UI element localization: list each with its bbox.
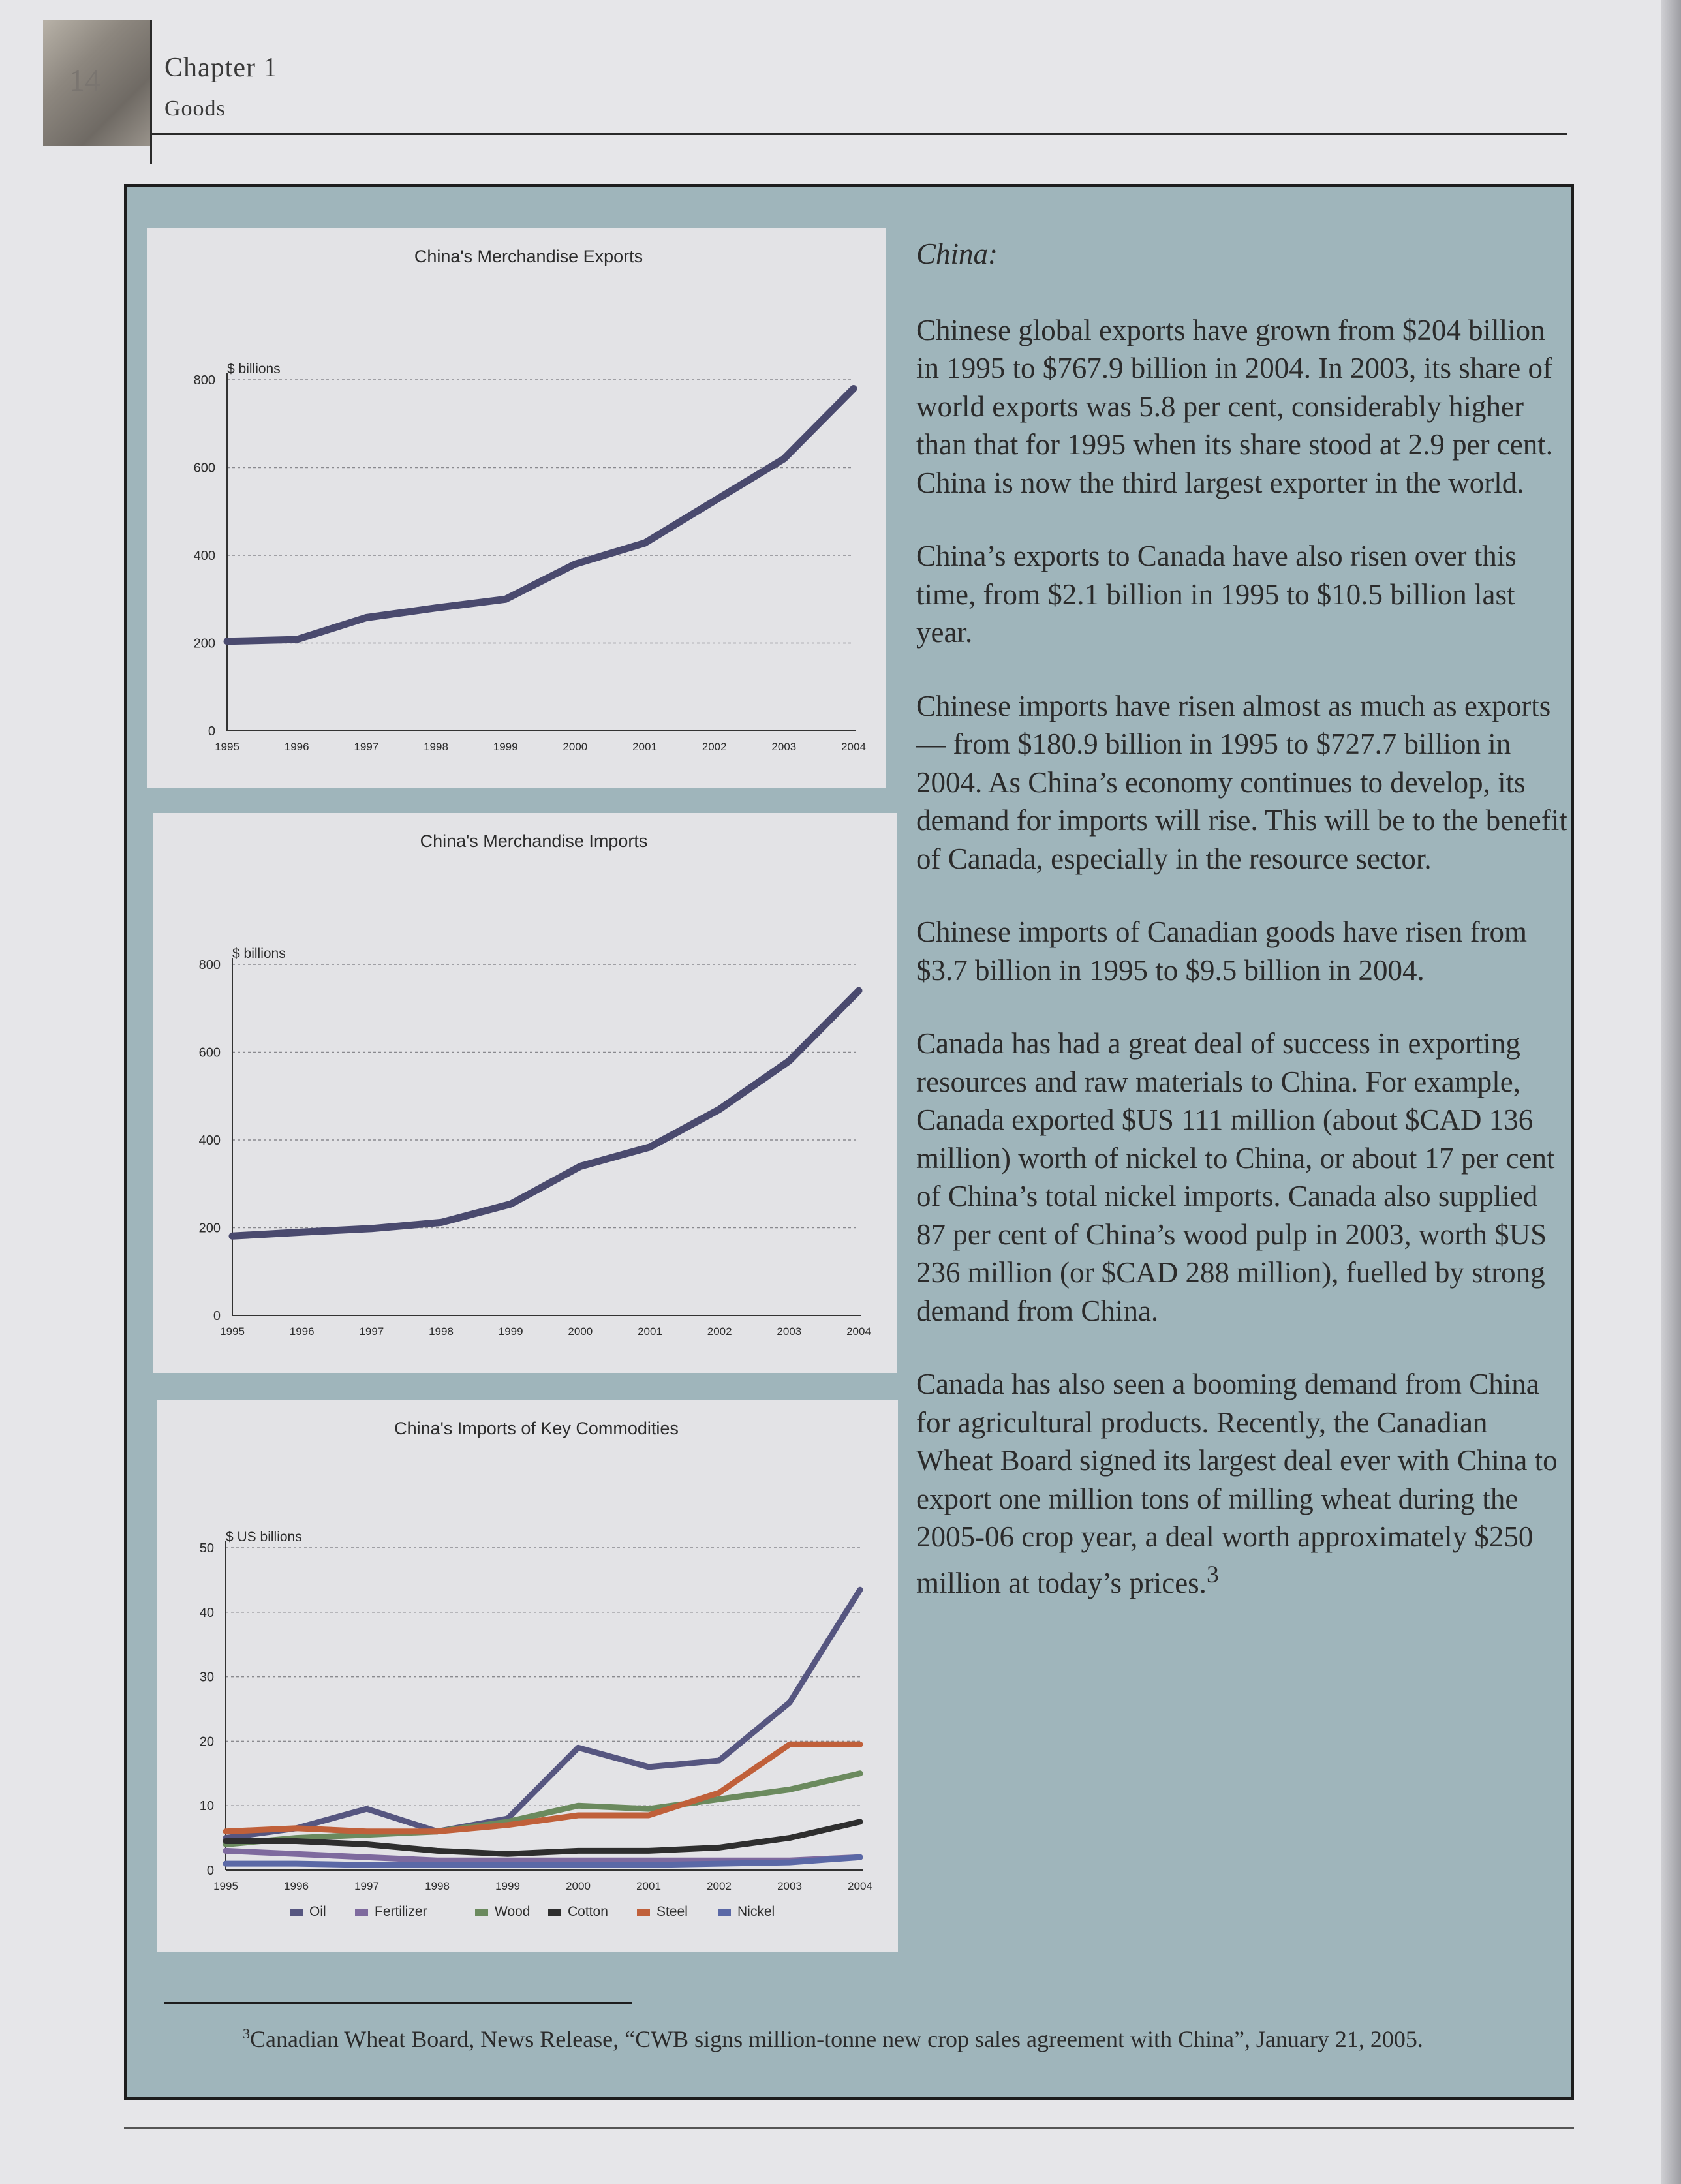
bottom-rule bbox=[124, 2127, 1574, 2129]
x-tick-label: 2001 bbox=[632, 741, 657, 753]
commodities-chart-svg bbox=[157, 1400, 898, 1952]
article-paragraph: Chinese imports have risen almost as much as exports — from $180.9 billion in 1995 to $727.7 billion in 2004. As China’s economy continues to develop, its demand for imports will rise. This will be to the benefit of Canada, especially in the resource sector. bbox=[916, 689, 1567, 875]
legend-swatch bbox=[475, 1909, 488, 1916]
chart-unit-label: $ US billions bbox=[226, 1530, 302, 1545]
footnote-reference: 3 bbox=[1206, 1561, 1219, 1588]
chart-unit-label: $ billions bbox=[232, 946, 286, 961]
section-title: Goods bbox=[164, 97, 226, 121]
x-tick-label: 1996 bbox=[284, 1880, 309, 1892]
footnote-text: Canadian Wheat Board, News Release, “CWB signs million-tonne new crop sales agreement with China”, January 21, 2005. bbox=[250, 2026, 1423, 2052]
article-paragraph: China’s exports to Canada have also risen over this time, from $2.1 billion in 1995 to $10.5 billion last year. bbox=[916, 540, 1517, 649]
footnote-marker: 3 bbox=[243, 2025, 250, 2042]
x-tick-label: 2000 bbox=[566, 1880, 591, 1892]
y-tick-label: 0 bbox=[213, 1309, 221, 1323]
x-tick-label: 2000 bbox=[563, 741, 588, 753]
x-tick-label: 2004 bbox=[841, 741, 866, 753]
x-tick-label: 2004 bbox=[848, 1880, 872, 1892]
x-tick-label: 1999 bbox=[495, 1880, 520, 1892]
x-tick-label: 1995 bbox=[220, 1325, 245, 1338]
x-tick-label: 2002 bbox=[707, 1880, 732, 1892]
x-tick-label: 2004 bbox=[846, 1325, 871, 1338]
x-tick-label: 2002 bbox=[702, 741, 727, 753]
series-line-steel bbox=[226, 1744, 860, 1831]
article-paragraph-text: Canada has also seen a booming demand from China for agricultural products. Recently, the Canadian Wheat Board signed its largest deal ever with China to export one million tons of milling wheat during the 2005-06 crop year, a deal worth approximately $250 million at today’s prices. bbox=[916, 1368, 1558, 1599]
y-tick-label: 800 bbox=[198, 958, 221, 972]
x-tick-label: 2003 bbox=[777, 1325, 802, 1338]
x-tick-label: 1996 bbox=[289, 1325, 315, 1338]
series-line-main bbox=[227, 389, 854, 641]
legend-label: Oil bbox=[309, 1904, 326, 1919]
series-line-oil bbox=[226, 1590, 860, 1838]
article-paragraph: Canada has had a great deal of success in exporting resources and raw materials to China. For example, Canada exported $US 111 million (about $CAD 136 million) worth of nickel to China, or about 17 per cent of China’s total nickel imports. Canada also supplied 87 per cent of China’s wood pulp in 2003, worth $US 236 million (or $CAD 288 million), fuelled by strong demand from China. bbox=[916, 1027, 1555, 1327]
y-tick-label: 30 bbox=[199, 1670, 214, 1685]
article-heading: China: bbox=[916, 238, 998, 270]
y-tick-label: 400 bbox=[193, 549, 215, 563]
exports-chart bbox=[147, 228, 886, 788]
x-tick-label: 1995 bbox=[215, 741, 239, 753]
y-tick-label: 50 bbox=[199, 1541, 214, 1556]
header-vertical-rule bbox=[150, 20, 152, 164]
header-horizontal-rule bbox=[150, 133, 1567, 135]
x-tick-label: 1999 bbox=[498, 1325, 523, 1338]
x-tick-label: 1999 bbox=[493, 741, 518, 753]
x-tick-label: 1998 bbox=[429, 1325, 454, 1338]
article-paragraph: Chinese imports of Canadian goods have risen from $3.7 billion in 1995 to $9.5 billion in 2004. bbox=[916, 915, 1528, 987]
x-tick-label: 1997 bbox=[359, 1325, 384, 1338]
y-tick-label: 40 bbox=[199, 1605, 214, 1620]
x-tick-label: 1998 bbox=[424, 741, 448, 753]
legend-label: Wood bbox=[495, 1904, 531, 1919]
chart-title: China's Imports of Key Commodities bbox=[394, 1419, 679, 1438]
legend-label: Cotton bbox=[568, 1904, 608, 1919]
y-tick-label: 0 bbox=[208, 724, 215, 739]
x-tick-label: 2000 bbox=[568, 1325, 593, 1338]
legend-swatch bbox=[290, 1909, 303, 1916]
chart-unit-label: $ billions bbox=[227, 361, 281, 377]
exports-chart-svg bbox=[147, 228, 886, 788]
x-tick-label: 2003 bbox=[777, 1880, 802, 1892]
commodities-chart bbox=[157, 1400, 898, 1952]
x-tick-label: 1996 bbox=[284, 741, 309, 753]
legend-swatch bbox=[548, 1909, 561, 1916]
chapter-title: Chapter 1 bbox=[164, 53, 278, 83]
page-edge-shadow bbox=[1661, 0, 1681, 2184]
y-tick-label: 200 bbox=[193, 636, 215, 651]
article-text bbox=[916, 235, 1569, 1637]
y-tick-label: 600 bbox=[198, 1045, 221, 1060]
y-tick-label: 400 bbox=[198, 1133, 221, 1148]
page-number: 14 bbox=[69, 63, 100, 98]
x-tick-label: 2001 bbox=[636, 1880, 661, 1892]
y-tick-label: 10 bbox=[199, 1799, 214, 1814]
y-tick-label: 20 bbox=[199, 1734, 214, 1749]
y-tick-label: 0 bbox=[206, 1864, 214, 1878]
legend-swatch bbox=[718, 1909, 731, 1916]
x-tick-label: 1997 bbox=[354, 741, 379, 753]
footnote bbox=[243, 2025, 1423, 2053]
y-tick-label: 600 bbox=[193, 461, 215, 476]
x-tick-label: 2001 bbox=[638, 1325, 662, 1338]
legend-swatch bbox=[637, 1909, 650, 1916]
chart-title: China's Merchandise Exports bbox=[414, 247, 643, 266]
imports-chart-svg bbox=[153, 813, 897, 1373]
series-line-main bbox=[232, 991, 859, 1236]
imports-chart bbox=[153, 813, 897, 1373]
legend-label: Fertilizer bbox=[375, 1904, 427, 1919]
x-tick-label: 1995 bbox=[213, 1880, 238, 1892]
legend-label: Nickel bbox=[737, 1904, 775, 1919]
legend-label: Steel bbox=[656, 1904, 688, 1919]
x-tick-label: 2003 bbox=[771, 741, 797, 753]
x-tick-label: 2002 bbox=[707, 1325, 732, 1338]
legend-swatch bbox=[355, 1909, 368, 1916]
article-paragraph: Chinese global exports have grown from $204 billion in 1995 to $767.9 billion in 2004. In 2003, its share of world exports was 5.8 per cent, considerably higher than that for 1995 when its share stood at 2.9 per cent. China is now the third largest exporter in the world. bbox=[916, 313, 1554, 499]
article-paragraph bbox=[916, 1365, 1569, 1602]
x-tick-label: 1997 bbox=[354, 1880, 379, 1892]
chart-title: China's Merchandise Imports bbox=[420, 831, 648, 851]
footnote-rule bbox=[164, 2002, 632, 2004]
y-tick-label: 200 bbox=[198, 1221, 221, 1236]
y-tick-label: 800 bbox=[193, 373, 215, 388]
x-tick-label: 1998 bbox=[425, 1880, 450, 1892]
